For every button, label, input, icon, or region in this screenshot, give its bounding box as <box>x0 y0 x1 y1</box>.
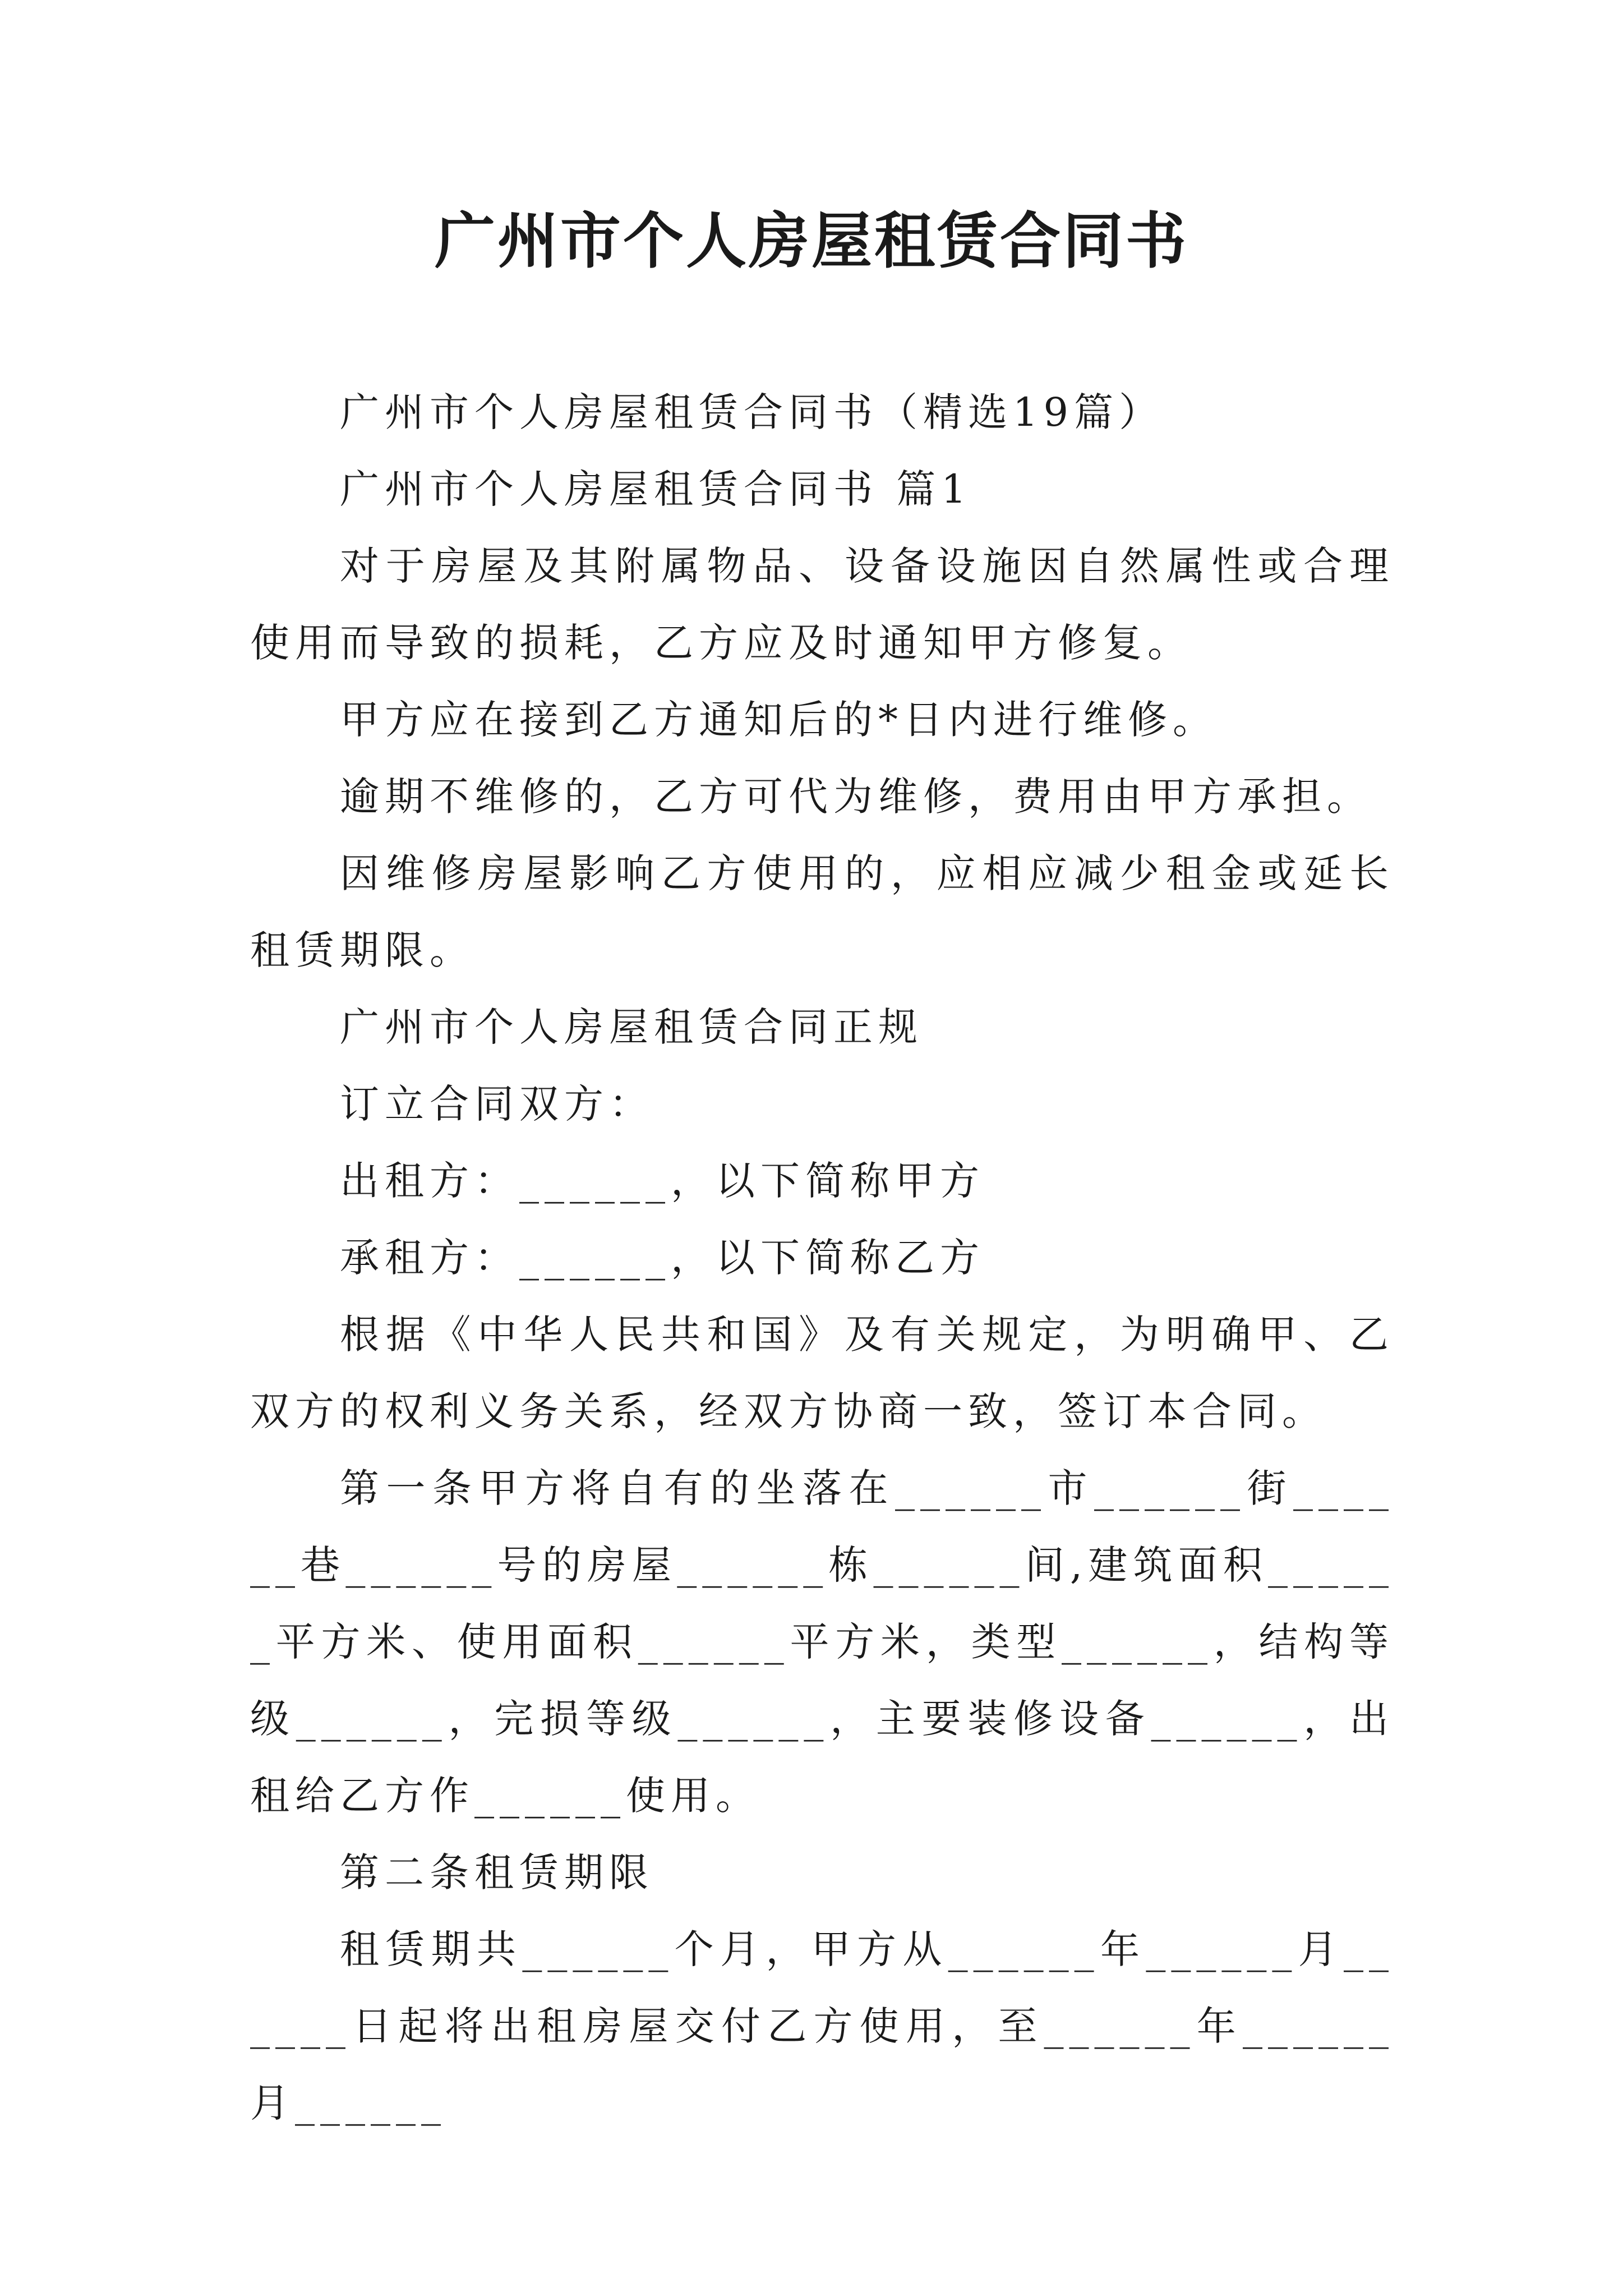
body-paragraph: 因维修房屋影响乙方使用的，应相应减少租金或延长租赁期限。 <box>250 850 1394 973</box>
section-heading: 广州市个人房屋租赁合同书 篇1 <box>340 466 972 512</box>
body-paragraph: 根据《中华人民共和国》及有关规定，为明确甲、乙双方的权利义务关系，经双方协商一致，签订本合同。 <box>250 1312 1394 1434</box>
subtitle-paragraph: 广州市个人房屋租赁合同书（精选19篇） <box>340 389 1164 435</box>
clause-2-paragraph: 租赁期共______个月，甲方从______年______月______日起将出租房屋交付乙方使用，至______年______月______ <box>250 1926 1394 2126</box>
body-paragraph: 甲方应在接到乙方通知后的*日内进行维修。 <box>340 697 1218 743</box>
document-body <box>250 374 1394 2142</box>
clause-2-heading: 第二条租赁期限 <box>340 1849 654 1895</box>
clause-1-paragraph: 第一条甲方将自有的坐落在______市______街______巷______号的房屋______栋______间,建筑面积______平方米、使用面积______平方米，类型______，结构等级______，完损等级______，主要装修设备______，出租给乙方作______使用。 <box>250 1465 1394 1819</box>
body-paragraph: 对于房屋及其附属物品、设备设施因自然属性或合理使用而导致的损耗，乙方应及时通知甲方修复。 <box>250 543 1394 666</box>
section-heading: 广州市个人房屋租赁合同正规 <box>340 1004 923 1050</box>
body-paragraph: 逾期不维修的，乙方可代为维修，费用由甲方承担。 <box>340 774 1372 820</box>
document-title: 广州市个人房屋租赁合同书 <box>434 206 1188 277</box>
lessor-line: 出租方：______，以下简称甲方 <box>340 1158 985 1204</box>
body-paragraph: 订立合同双方： <box>340 1081 654 1127</box>
lessee-line: 承租方：______，以下简称乙方 <box>340 1235 985 1281</box>
